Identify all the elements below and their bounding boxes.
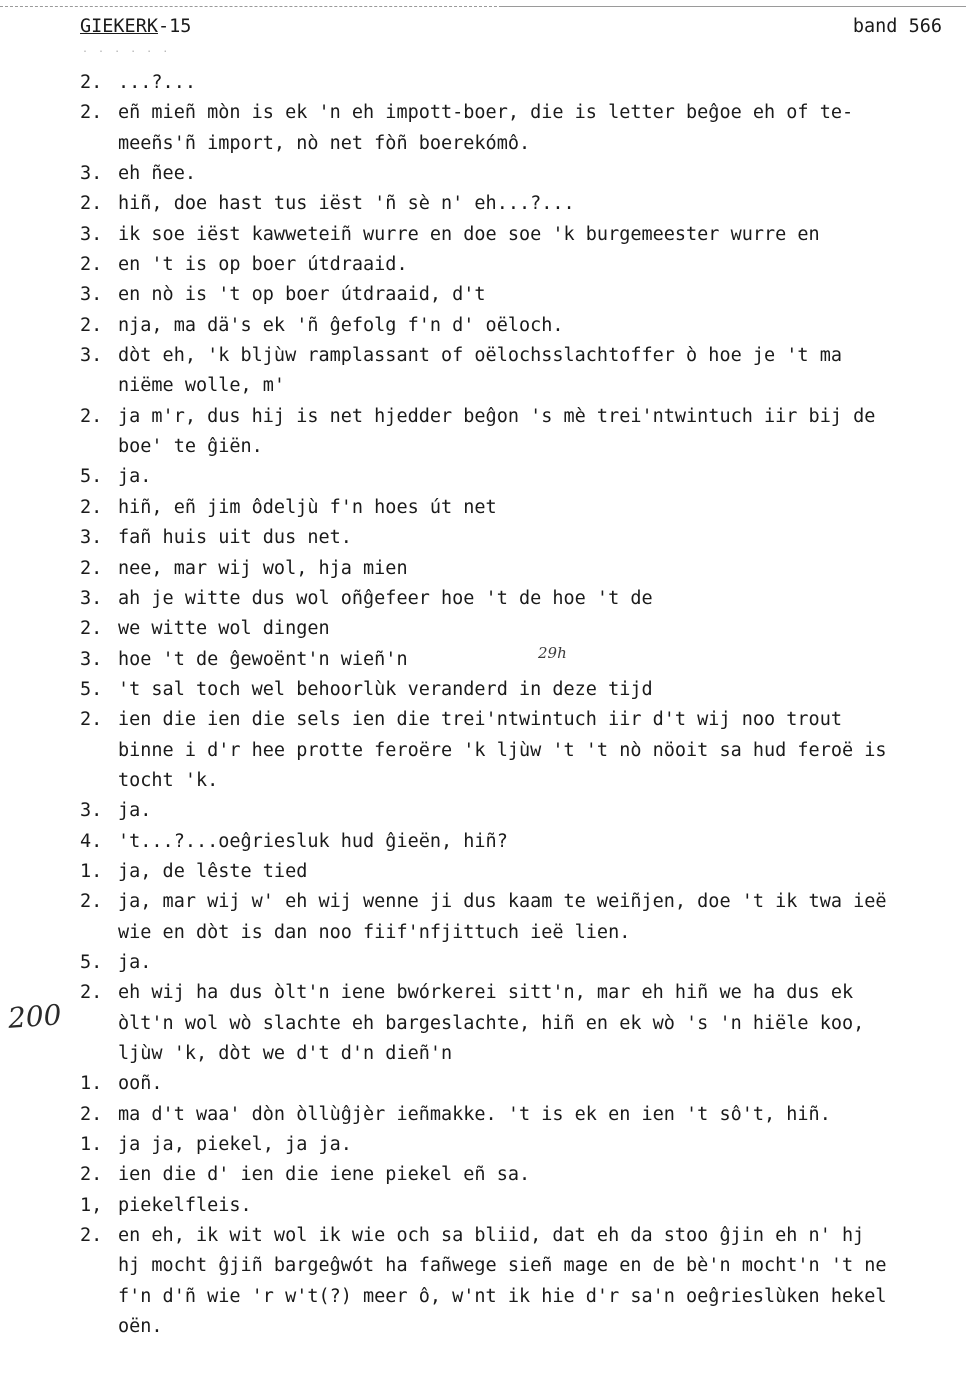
transcript-line <box>80 766 966 796</box>
transcript-line <box>80 1069 966 1099</box>
utterance-text: hiñ, doe hast tus iëst 'ñ sè n' eh...?... <box>118 193 575 215</box>
utterance-text: wie en dòt is dan noo fiif'nfjittuch ieë lien. <box>118 921 631 943</box>
transcript-line <box>80 432 966 462</box>
utterance-text: ien die d' ien die iene piekel eñ sa. <box>118 1164 531 1186</box>
transcript-line <box>80 584 966 614</box>
title-main: GIEKERK <box>80 16 158 37</box>
speaker-number: 5. <box>80 951 103 973</box>
utterance-text: hj mocht ĝjiñ bargeĝwót ha fañwege sieñ mage en de bè'n mocht'n 't ne <box>118 1255 887 1277</box>
transcript-line <box>80 493 966 523</box>
utterance-text: boe' te ĝiën. <box>118 436 263 458</box>
top-solid-rule <box>500 6 966 7</box>
paper-specks: . . . . . . <box>82 44 171 55</box>
speaker-number: 2. <box>80 1164 103 1186</box>
handwritten-insert: 29h <box>538 644 567 662</box>
utterance-text: ja, mar wij w' eh wij wenne ji dus kaam te weiñjen, doe 't ik twa ieë <box>118 891 887 913</box>
utterance-text: ja ja, piekel, ja ja. <box>118 1134 352 1156</box>
utterance-text: piekelfleis. <box>118 1194 252 1216</box>
transcript-line <box>80 796 966 826</box>
speaker-number: 4. <box>80 830 103 852</box>
transcript-line <box>80 614 966 644</box>
transcript-line <box>80 736 966 766</box>
speaker-number: 1. <box>80 1134 103 1156</box>
transcript-line <box>80 705 966 735</box>
speaker-number: 2. <box>80 982 103 1004</box>
utterance-text: hoe 't de ĝewoënt'n wieñ'n <box>118 648 408 670</box>
speaker-number: 2. <box>80 72 103 93</box>
transcript-line <box>80 1251 966 1281</box>
transcript-line <box>80 978 966 1008</box>
utterance-text: we witte wol dingen <box>118 618 330 640</box>
speaker-number: 3. <box>80 648 103 670</box>
transcript-line <box>80 462 966 492</box>
utterance-text: òlt'n wol wò slachte eh bargeslachte, hiñ en ek wò 's 'n hiële koo, <box>118 1012 865 1034</box>
transcript-line <box>80 371 966 401</box>
transcript-line <box>80 402 966 432</box>
utterance-text: ah je witte dus wol oñĝefeer hoe 't de hoe 't de <box>118 587 653 609</box>
transcript-line <box>80 1100 966 1130</box>
utterance-text: eñ mieñ mòn is ek 'n eh impott-boer, die is letter beĝoe eh of te- <box>118 102 854 124</box>
utterance-text: tocht 'k. <box>118 769 219 791</box>
utterance-text: ja. <box>118 800 152 822</box>
utterance-text: eh wij ha dus òlt'n iene bwórkerei sitt'n, mar eh hiñ we ha dus ek <box>118 982 854 1004</box>
speaker-number: 3. <box>80 284 103 306</box>
utterance-text: ooñ. <box>118 1073 163 1095</box>
speaker-number: 2. <box>80 709 103 731</box>
transcript-line <box>80 341 966 371</box>
utterance-text: ljùw 'k, dòt we d't d'n dieñ'n <box>118 1043 453 1064</box>
transcript-line <box>80 1191 966 1221</box>
transcript-line <box>80 250 966 280</box>
speaker-number: 2. <box>80 1225 103 1247</box>
utterance-text: binne i d'r hee protte feroëre 'k ljùw 't 't nò nöoit sa hud feroë is <box>118 739 887 761</box>
speaker-number: 3. <box>80 587 103 609</box>
margin-note: 200 <box>6 998 63 1035</box>
transcript-line <box>80 220 966 250</box>
document-title <box>80 16 191 37</box>
utterance-text: meeñs'ñ import, nò net fòñ boerekómô. <box>118 132 531 154</box>
speaker-number: 3. <box>80 527 103 549</box>
transcript-line <box>80 523 966 553</box>
speaker-number: 2. <box>80 557 103 579</box>
utterance-text: ien die ien die sels ien die trei'ntwintuch iir d't wij noo trout <box>118 709 842 731</box>
speaker-number: 1, <box>80 1194 103 1216</box>
utterance-text: ja. <box>118 951 152 973</box>
speaker-number: 5. <box>80 678 103 700</box>
transcript-line <box>80 1160 966 1190</box>
utterance-text: ja. <box>118 466 152 488</box>
transcript-line <box>80 280 966 310</box>
speaker-number: 2. <box>80 405 103 427</box>
transcript-line <box>80 554 966 584</box>
speaker-number: 2. <box>80 1103 103 1125</box>
transcript <box>80 68 966 1342</box>
speaker-number: 2. <box>80 193 103 215</box>
transcript-line <box>80 675 966 705</box>
speaker-number: 1. <box>80 860 103 882</box>
utterance-text: nja, ma dä's ek 'ñ ĝefolg f'n d' oëloch. <box>118 314 564 336</box>
utterance-text: fañ huis uit dus net. <box>118 527 352 549</box>
speaker-number: 2. <box>80 254 103 276</box>
speaker-number: 2. <box>80 314 103 336</box>
utterance-text: dòt eh, 'k bljùw ramplassant of oëlochsslachtoffer ò hoe je 't ma <box>118 345 842 367</box>
transcript-line <box>80 1039 966 1069</box>
utterance-text: f'n d'ñ wie 'r w't(?) meer ô, w'nt ik hie d'r sa'n oeĝrieslùken hekel <box>118 1285 887 1307</box>
transcript-line <box>80 68 966 98</box>
transcript-line <box>80 645 966 675</box>
transcript-line <box>80 98 966 128</box>
speaker-number: 3. <box>80 163 103 185</box>
transcript-line <box>80 189 966 219</box>
utterance-text: oën. <box>118 1316 163 1338</box>
utterance-text: 't sal toch wel behoorlùk veranderd in deze tijd <box>118 678 653 700</box>
speaker-number: 3. <box>80 800 103 822</box>
speaker-number: 2. <box>80 496 103 518</box>
transcript-line <box>80 827 966 857</box>
utterance-text: en 't is op boer útdraaid. <box>118 254 408 276</box>
transcript-line <box>80 857 966 887</box>
utterance-text: ja, de lêste tied <box>118 860 308 882</box>
transcript-line <box>80 918 966 948</box>
transcript-line <box>80 311 966 341</box>
transcript-line <box>80 1221 966 1251</box>
speaker-number: 5. <box>80 466 103 488</box>
speaker-number: 2. <box>80 891 103 913</box>
transcript-line <box>80 887 966 917</box>
utterance-text: 't...?...oeĝriesluk hud ĝieën, hiñ? <box>118 830 508 852</box>
utterance-text: ja m'r, dus hij is net hjedder beĝon 's mè trei'ntwintuch iir bij de <box>118 405 876 427</box>
transcript-line <box>80 1009 966 1039</box>
speaker-number: 2. <box>80 102 103 124</box>
transcript-line <box>80 1312 966 1342</box>
utterance-text: en eh, ik wit wol ik wie och sa bliid, dat eh da stoo ĝjin eh n' hj <box>118 1225 865 1247</box>
transcript-line <box>80 948 966 978</box>
transcript-line <box>80 1130 966 1160</box>
utterance-text: nee, mar wij wol, hja mien <box>118 557 408 579</box>
utterance-text: en nò is 't op boer útdraaid, d't <box>118 284 486 306</box>
speaker-number: 2. <box>80 618 103 640</box>
transcript-line <box>80 159 966 189</box>
speaker-number: 3. <box>80 345 103 367</box>
utterance-text: niëme wolle, m' <box>118 375 286 397</box>
utterance-text: ...?... <box>118 72 196 93</box>
title-suffix: -15 <box>157 16 192 37</box>
transcript-line <box>80 129 966 159</box>
transcript-line <box>80 1282 966 1312</box>
utterance-text: ik soe iëst kawweteiñ wurre en doe soe 'k burgemeester wurre en <box>118 223 820 245</box>
speaker-number: 3. <box>80 223 103 245</box>
utterance-text: eh ñee. <box>118 163 196 185</box>
utterance-text: ma d't waa' dòn òllùĝjèr ieñmakke. 't is ek en ien 't sô't, hiñ. <box>118 1103 831 1125</box>
utterance-text: hiñ, eñ jim ôdeljù f'n hoes út net <box>118 496 497 518</box>
band-number: band 566 <box>852 16 942 37</box>
speaker-number: 1. <box>80 1073 103 1095</box>
